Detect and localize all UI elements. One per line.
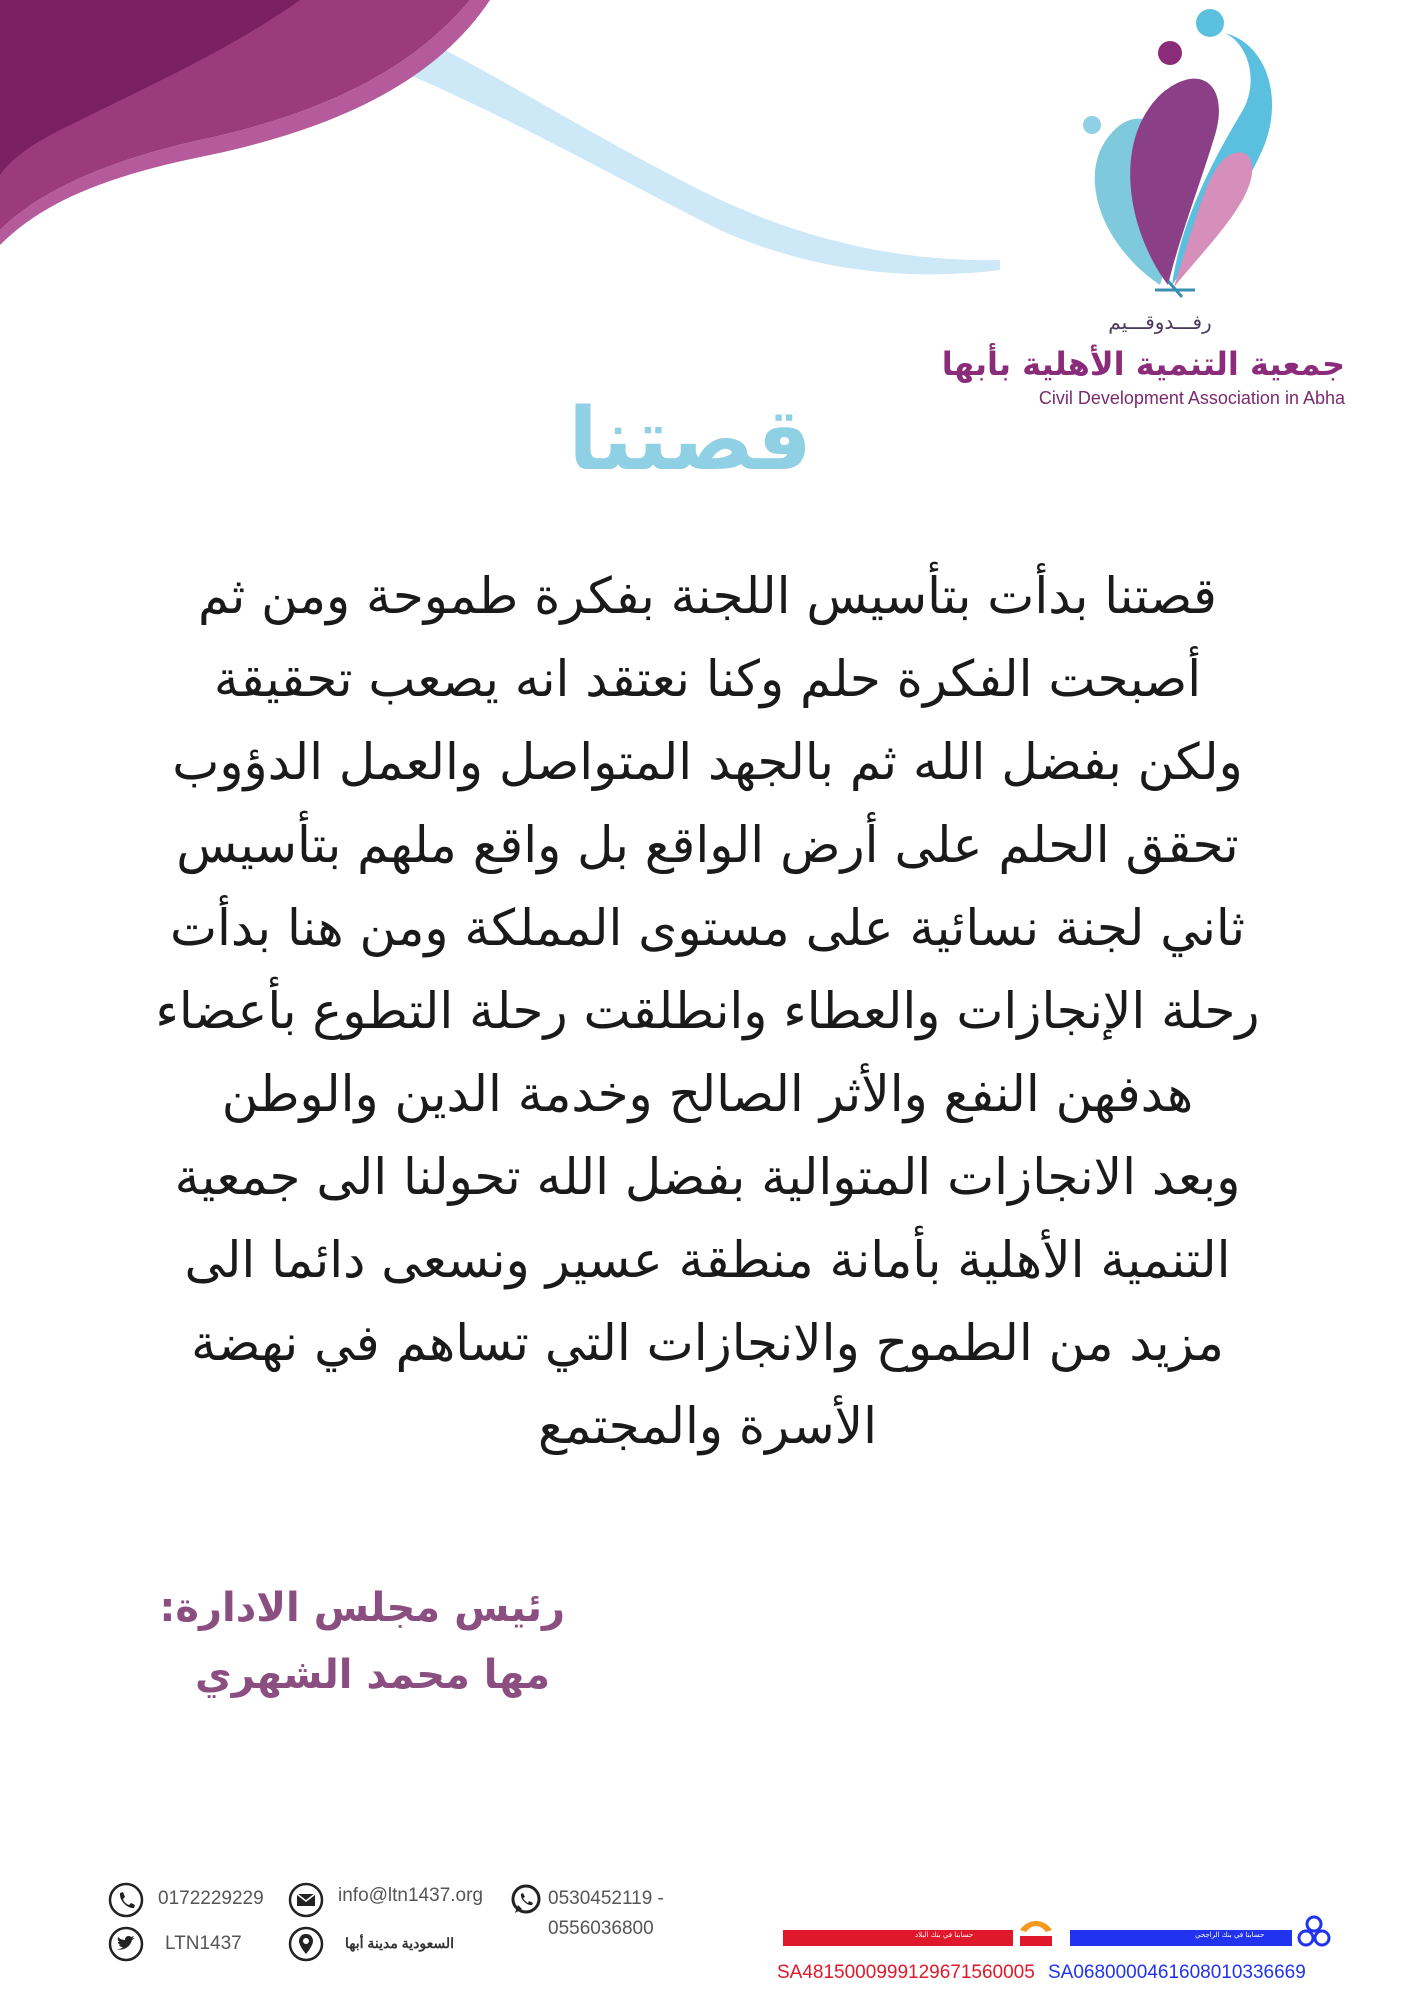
phone-number[interactable]: 0172229229 xyxy=(158,1888,264,1909)
story-line: رحلة الإنجازات والعطاء وانطلقت رحلة التطوع بأعضاء xyxy=(155,982,1260,1040)
story-line: قصتنا بدأت بتأسيس اللجنة بفكرة طموحة ومن ثم xyxy=(198,567,1217,625)
whatsapp-number-1[interactable]: 0530452119 - xyxy=(548,1888,664,1909)
story-line: وبعد الانجازات المتوالية بفضل الله تحولنا الى جمعية xyxy=(174,1148,1241,1206)
location-text: السعودية مدينة أبها xyxy=(345,1935,455,1951)
org-name-arabic: جمعية التنمية الأهلية بأبها xyxy=(941,345,1345,383)
story-line: أصبحت الفكرة حلم وكنا نعتقد انه يصعب تحقيقة xyxy=(213,650,1202,708)
signatory-title: رئيس مجلس الادارة: xyxy=(159,1585,565,1631)
org-name-english: Civil Development Association in Abha xyxy=(1038,388,1345,408)
alrajhi-bank-caption: حسابنا في بنك الراجحي xyxy=(1195,1931,1265,1939)
story-line: التنمية الأهلية بأمانة منطقة عسير ونسعى دائما الى xyxy=(184,1231,1231,1289)
whatsapp-number-2[interactable]: 0556036800 xyxy=(548,1918,654,1939)
page-title: قصتنا xyxy=(568,390,812,490)
whatsapp-icon xyxy=(508,1882,544,1918)
email-icon xyxy=(288,1882,324,1918)
albilad-bank-bar xyxy=(783,1930,1013,1946)
association-logo xyxy=(1060,5,1350,305)
story-line: ثاني لجنة نسائية على مستوى المملكة ومن هنا بدأت xyxy=(169,899,1246,957)
albilad-bank-caption: حسابنا في بنك البلاد xyxy=(915,1931,974,1939)
story-paragraph xyxy=(140,555,1275,1468)
story-line: هدفهن النفع والأثر الصالح وخدمة الدين والوطن xyxy=(221,1065,1194,1123)
twitter-icon xyxy=(108,1926,144,1962)
albilad-iban: SA4815000999129671560005 xyxy=(777,1962,1035,1983)
twitter-handle[interactable]: LTN1437 xyxy=(165,1933,242,1954)
phone-icon xyxy=(108,1882,144,1918)
story-line: الأسرة والمجتمع xyxy=(537,1397,878,1455)
story-line: ولكن بفضل الله ثم بالجهد المتواصل والعمل الدؤوب xyxy=(172,733,1243,791)
alrajhi-bank-logo xyxy=(1296,1914,1332,1950)
alrajhi-iban: SA0680000461608010336669 xyxy=(1048,1962,1306,1983)
header-wave-decoration xyxy=(0,0,1000,300)
email-address[interactable]: info@ltn1437.org xyxy=(338,1885,483,1906)
story-line: مزيد من الطموح والانجازات التي تساهم في نهضة xyxy=(191,1314,1224,1372)
story-line: تحقق الحلم على أرض الواقع بل واقع ملهم بتأسيس xyxy=(176,816,1239,874)
signatory-name: مها محمد الشهري xyxy=(195,1652,550,1698)
location-icon xyxy=(288,1926,324,1962)
logo-slogan: رفـــدوقـــيم xyxy=(1108,310,1212,334)
albilad-bank-logo xyxy=(1018,1918,1054,1948)
